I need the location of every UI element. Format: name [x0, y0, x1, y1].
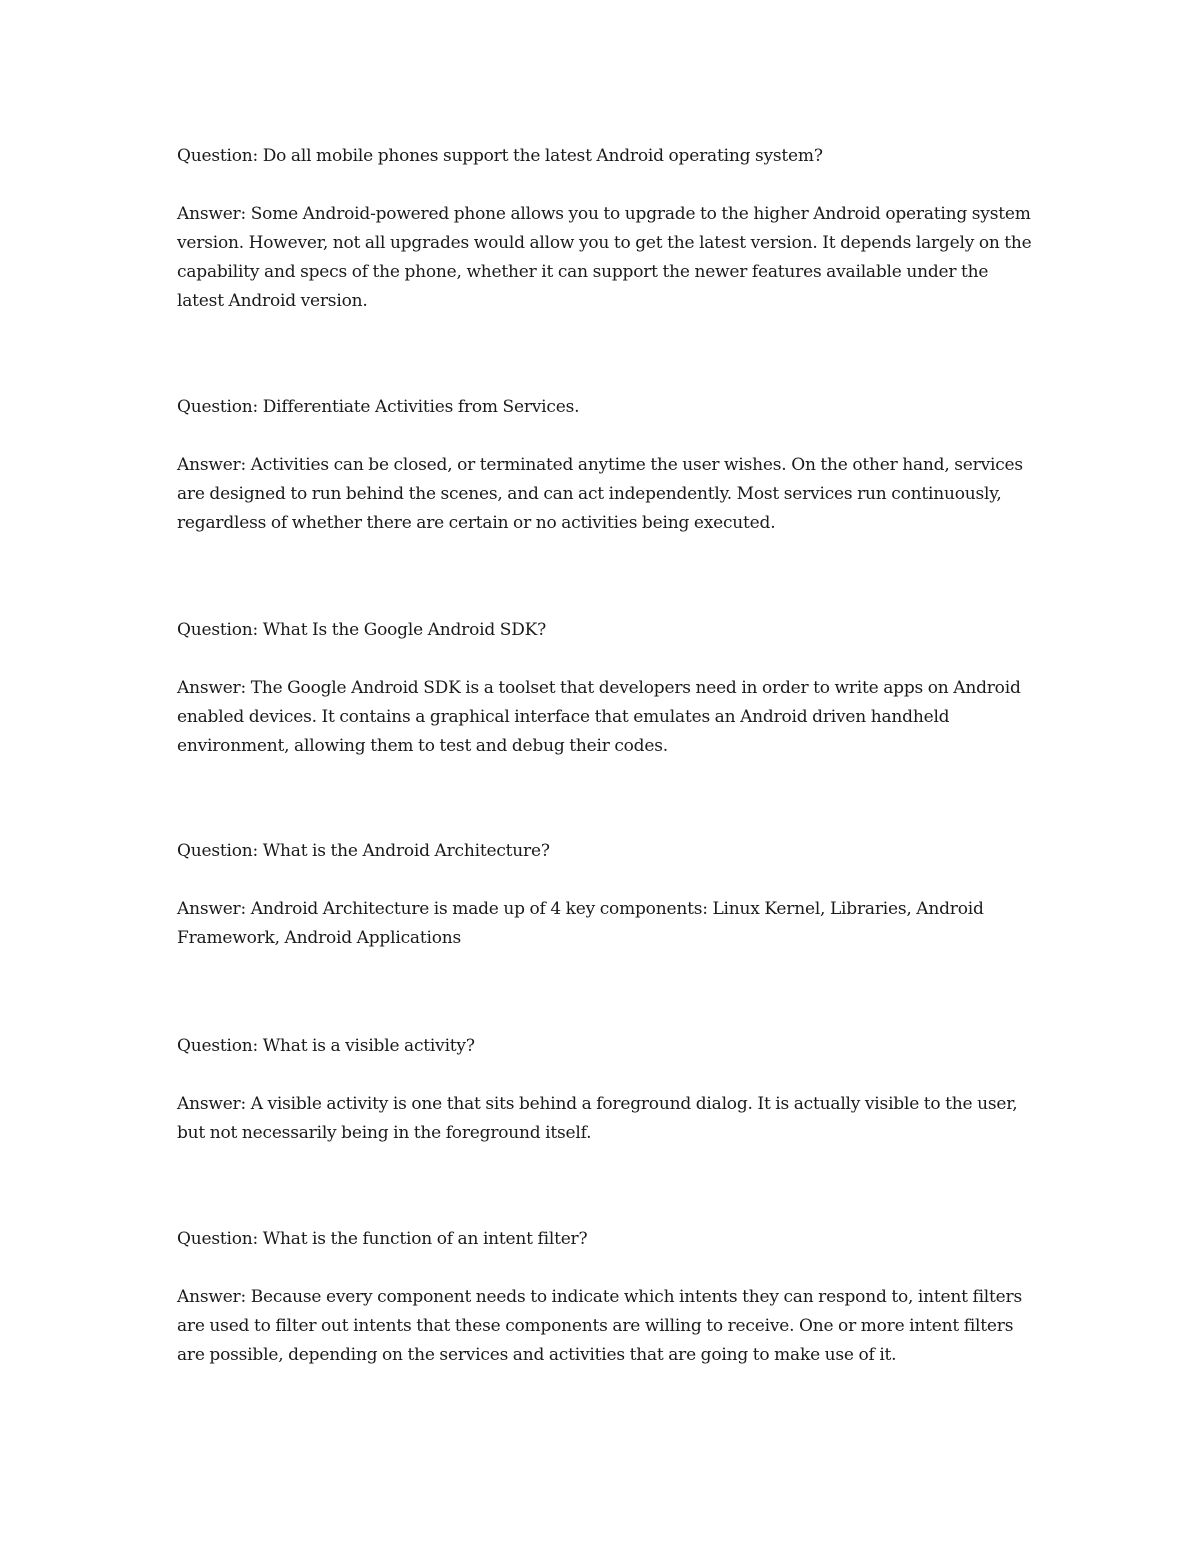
question-text: Question: What is a visible activity? [177, 1036, 475, 1056]
qa-block [177, 616, 1037, 761]
question-text: Question: What is the Android Architecture? [177, 841, 550, 861]
question-text: Question: What Is the Google Android SDK? [177, 620, 547, 640]
question-text: Question: Differentiate Activities from Services. [177, 397, 580, 417]
answer-text: Answer: Because every component needs to indicate which intents they can respond to, intent filters are used to filter out intents that these components are willing to receive. One or more intent filters are possible, depending on the services and activities that are going to make use of it. [177, 1287, 1022, 1365]
answer-text: Answer: The Google Android SDK is a toolset that developers need in order to write apps on Android enabled devices. It contains a graphical interface that emulates an Android driven handheld environment, allowing them to test and debug their codes. [177, 678, 1021, 756]
answer-text: Answer: Activities can be closed, or terminated anytime the user wishes. On the other hand, services are designed to run behind the scenes, and can act independently. Most services run continuously, regardless of whether there are certain or no activities being executed. [177, 455, 1023, 533]
answer-text: Answer: A visible activity is one that sits behind a foreground dialog. It is actually visible to the user, but not necessarily being in the foreground itself. [177, 1094, 1018, 1143]
answer-text: Answer: Android Architecture is made up of 4 key components: Linux Kernel, Libraries, Android Framework, Android Applications [177, 899, 984, 948]
answer-text: Answer: Some Android-powered phone allows you to upgrade to the higher Android operating system version. However, not all upgrades would allow you to get the latest version. It depends largely on the capability and specs of the phone, whether it can support the newer features available under the latest Android version. [177, 204, 1032, 311]
qa-block [177, 142, 1037, 316]
qa-block [177, 1032, 1037, 1148]
qa-block [177, 1225, 1037, 1370]
qa-block [177, 837, 1037, 953]
qa-block [177, 393, 1037, 538]
question-text: Question: What is the function of an intent filter? [177, 1229, 588, 1249]
question-text: Question: Do all mobile phones support the latest Android operating system? [177, 146, 823, 166]
